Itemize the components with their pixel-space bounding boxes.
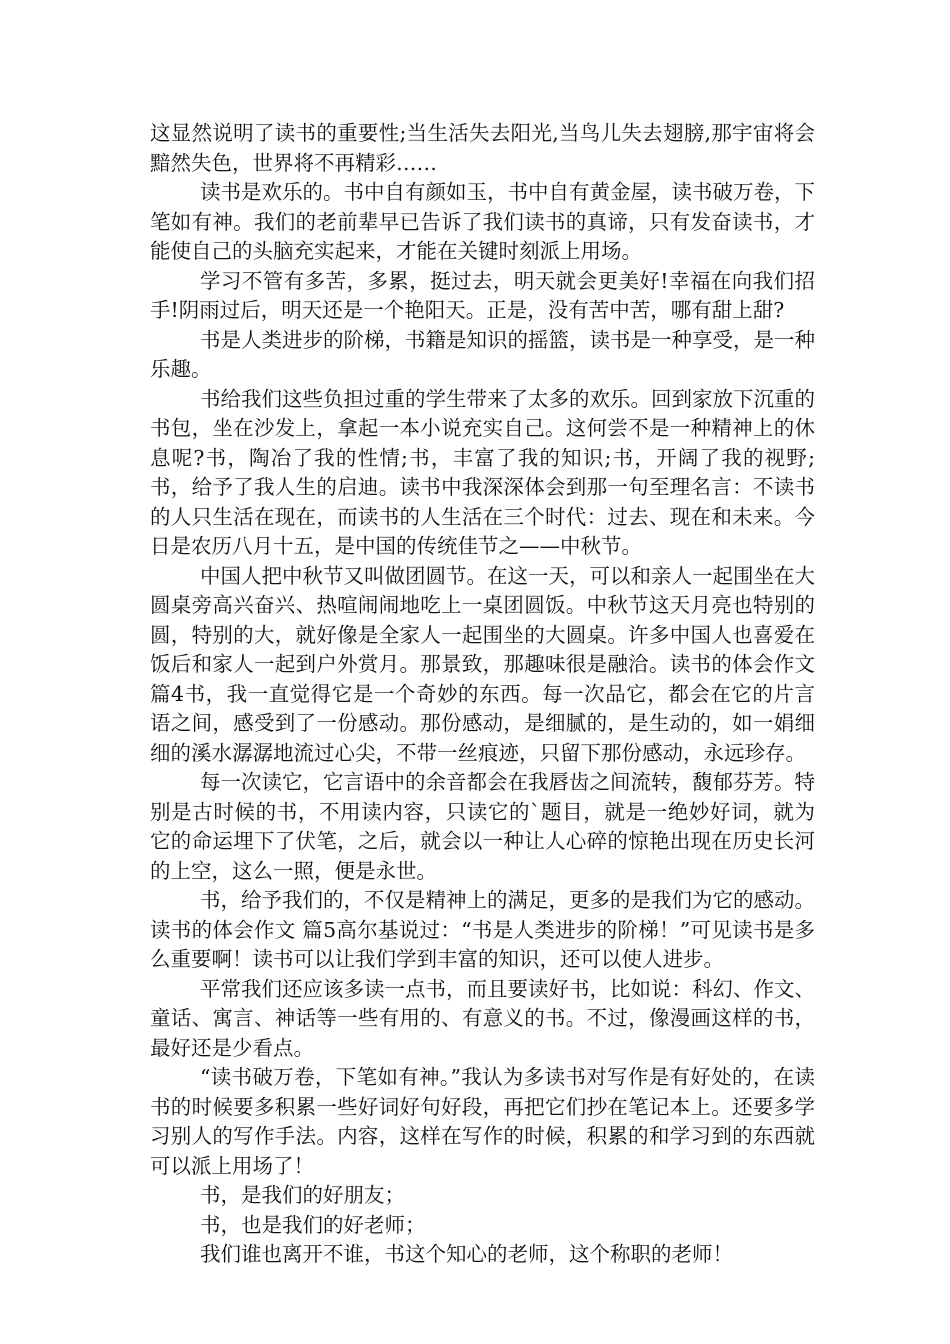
document-body: [150, 119, 815, 1270]
paragraph-4: 书是人类进步的阶梯，书籍是知识的摇篮，读书是一种享受，是一种乐趣。: [150, 327, 815, 381]
paragraph-13: 我们谁也离开不谁，书这个知心的老师，这个称职的老师！: [200, 1242, 733, 1266]
paragraph-7: 每一次读它，它言语中的余音都会在我唇齿之间流转，馥郁芬芳。特别是古时候的书，不用读内容，只读它的`题目，就是一绝妙好词，就为它的命运埋下了伏笔，之后，就会以一种让人心碎的惊艳出现在历史长河的上空，这么一照，便是永世。: [150, 770, 815, 883]
paragraph-10: “读书破万卷，下笔如有神。”我认为多读书对写作是有好处的，在读书的时候要多积累一些好词好句好段，再把它们抄在笔记本上。还要多学习别人的写作手法。内容，这样在写作的时候，积累的和学习到的东西就可以派上用场了！: [150, 1065, 815, 1178]
paragraph-1: 这显然说明了读书的重要性;当生活失去阳光,当鸟儿失去翅膀,那宇宙将会黯然失色，世界将不再精彩……: [150, 121, 815, 175]
paragraph-2: 读书是欢乐的。书中自有颜如玉，书中自有黄金屋，读书破万卷，下笔如有神。我们的老前辈早已告诉了我们读书的真谛，只有发奋读书，才能使自己的头脑充实起来，才能在关键时刻派上用场。: [150, 180, 815, 263]
paragraph-12: 书，也是我们的好老师；: [200, 1212, 426, 1237]
paragraph-9: 平常我们还应该多读一点书，而且要读好书，比如说：科幻、作文、童话、寓言、神话等一些有用的、有意义的书。不过，像漫画这样的书，最好还是少看点。: [150, 976, 815, 1060]
paragraph-5: 书给我们这些负担过重的学生带来了太多的欢乐。回到家放下沉重的书包，坐在沙发上，拿起一本小说充实自己。这何尝不是一种精神上的休息呢?书，陶冶了我的性情;书，丰富了我的知识;书，开阔了我的视野;书，给予了我人生的启迪。读书中我深深体会到那一句至理名言：不读书的人只生活在现在，而读书的人生活在三个时代：过去、现在和未来。今日是农历八月十五，是中国的传统佳节之——中秋节。: [150, 386, 815, 558]
paragraph-11: 书，是我们的好朋友；: [200, 1183, 405, 1207]
paragraph-6: 中国人把中秋节又叫做团圆节。在这一天，可以和亲人一起围坐在大圆桌旁高兴奋兴、热喧闹闹地吃上一桌团圆饭。中秋节这天月亮也特别的圆，特别的大，就好像是全家人一起围坐的大圆桌。许多中国人也喜爱在饭后和家人一起到户外赏月。那景致，那趣味很是融洽。读书的体会作文 篇4书，我一直觉得它是一个奇妙的东西。每一次品它，都会在它的片言语之间，感受到了一份感动。那份感动，是细腻的，是生动的，如一娟细细的溪水潺潺地流过心尖，不带一丝痕迹，只留下那份感动，永远珍存。: [150, 563, 815, 765]
paragraph-8: 书，给予我们的，不仅是精神上的满足，更多的是我们为它的感动。读书的体会作文 篇5高尔基说过：“书是人类进步的阶梯！”可见读书是多么重要啊！读书可以让我们学到丰富的知识，还可以使人进步。: [150, 888, 815, 971]
paragraph-3: 学习不管有多苦，多累，挺过去，明天就会更美好!幸福在向我们招手!阴雨过后，明天还是一个艳阳天。正是，没有苦中苦，哪有甜上甜?: [150, 268, 815, 322]
